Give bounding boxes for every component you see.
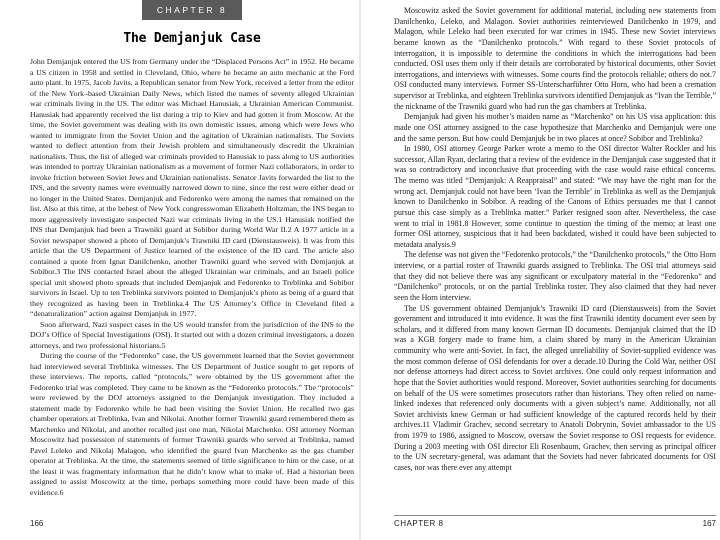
right-page	[360, 0, 720, 540]
chapter-tab: CHAPTER 8	[142, 0, 242, 20]
paragraph: Soon afterward, Nazi suspect cases in the US would transfer from the jurisdiction of the INS to the DOJ’s Office of Special Investigations (OSI). It started out with a dozen criminal investigators, a dozen attorneys, and two professional historians.5	[30, 319, 354, 350]
paragraph: In 1980, OSI attorney George Parker wrote a memo to the OSI director Walter Rockler and his successor, Allan Ryan, declaring that a review of the evidence in the Demjanjuk case suggested that it was so contradictory and inconclusive that proceeding with the case would raise ethical concerns. The memo was titled “Demjanjuk: A Reappraisal” and stated: “We may have the right man for the wrong act. Demjanjuk could not have been ‘Ivan the Terrible’ in Treblinka as well as the Demjanjuk known to Danilchenko in Sobibor. A reading of the Canons of Ethics persuades me that I cannot pursue this case simply as a Treblinka matter.” Parker resigned soon after. Nevertheless, the case went to trial in 1981.8 However, some continue to question the timing of the memo; at least one former OSI attorney, suspicious that it had been backdated, wished it could have been subjected to metadata analysis.9	[394, 144, 716, 249]
paragraph: During the course of the “Fedorenko” case, the US government learned that the Soviet government had interviewed several Treblinka witnesses. The US Department of Justice sought to get reports of these interviews. The reports, called “protocols,” were obtained by the US government after the Fedorenko trial was completed. They came to be known as the “Fedorenko protocols.” The “protocols” were reviewed by the DOJ attorneys assigned to the Demjanjuk investigation. They included a statement made by Fedorenko while he had been visiting the Soviet Union. He recalled two gas chamber operators at Treblinka, Ivan and Nikolai. Another former Trawniki guard remembered them as Marchenko and Nikolai, and another recalled just one man, Nikolai Marchenko. OSI attorney Norman Moscowitz had possession of statements of former Trawniki guards who served at Treblinka, named Pavel Leleko and Nikolaj Malagon, who identified the guard Ivan Marchenko as the gas chamber operator at Treblinka. At the time, the statements seemed of little significance to him or the case, or at the least it was fragmentary information that he didn’t know what to make of. Had a historian been assigned to assist Moscowitz at the time, perhaps something more could have been made of this evidence.6	[30, 351, 354, 497]
right-body-text	[394, 6, 716, 474]
page-number-left: 166	[30, 519, 44, 528]
left-body-text	[30, 57, 354, 498]
footer-rule	[394, 515, 716, 516]
paragraph: John Demjanjuk entered the US from Germany under the “Displaced Persons Act” in 1952. He became a US citizen in 1958 and settled in Cleveland, Ohio, where he became an auto mechanic at the Ford auto plant. In 1975, Jacob Javits, a Republican senator from New York, received a letter from the editor of the New York–based Ukrainian Daily News, which listed the names of seventy alleged Ukrainian war criminals living in the US. The editor was Michael Hanusiak, a Ukrainian American Communist. Hanusiak had apparently received the list during a trip to Kiev and had gotten it from Moscow. At the time, the Soviet government was dealing with its own domestic issues, among which were Jews who wanted to immigrate from the Soviet Union and the agitation of Ukrainian nationalists. The Soviets wanted to deflect attention from their Jewish problem and simultaneously discredit the Ukrainian nationalists. Thus, the list of alleged war criminals provided to Hanusiak to pass along to US authorities was intended to portray Ukrainian nationalism as a movement of former Nazi collaborators, in order to invoke friction between Soviet Jews and Ukrainian nationalists. Senator Javits forwarded the list to the INS, and the seventy names were eventually narrowed down to nine, since the rest were either dead or no longer in the United States. Demjanjuk and Fedorenko were among the names that remained on the list. Also at this time, at the behest of New York congresswoman Elizabeth Holtzman, the INS began to more aggressively investigate suspected Nazi war criminals living in the US.1 Hanusiak notified the INS that Demjanjuk had been a Trawniki guard at Sobibor during World War II.2 A 1977 article in a Soviet newspaper showed a photo of Demjanjuk’s Trawniki ID card (Dienstausweis). It was from this article that the US Department of Justice learned of the existence of the ID card. The article also contained a quote from Ignat Danilchenko, another Trawniki guard who served with Demjanjuk at Sobibor.3 The INS contacted Israel about the alleged Ukrainian war criminals, and an Israeli police special unit showed photo spreads that included Demjanjuk and Fedorenko to Treblinka and Sobibor survivors in Israel. Up to ten Treblinka survivors pointed to Demjanjuk’s photo as being of a guard that they recognized as having been in Treblinka.4 The US Attorney’s Office in Cleveland filed a “denaturalization” action against Demjanjuk in 1977.	[30, 57, 354, 318]
paragraph: Moscowitz asked the Soviet government for additional material, including new statements from Danilchenko, Leleko, and Malagon. Soviet authorities reinterviewed Danilchenko in 1979, and Malagon, while Leleko had been executed for war crimes in 1945. These new Soviet interviews became known as the “Danilchenko protocols.” With regard to these Soviet protocols of interrogation, it is impossible to determine the conditions in which the interrogations had been conducted. OSI uses them only if their details are corroborated by historical documents, other Soviet interrogations, and interviews with witnesses. Some courts find the protocols reliable; others do not.7 OSI conducted many interviews. Former SS-Unterscharführer Otto Horn, who had been a cremation supervisor at Treblinka, and eighteen Treblinka survivors identified Demjanjuk as “Ivan the Terrible,” the nickname of the Trawniki guard who had run the gas chambers at Treblinka.	[394, 6, 716, 111]
paragraph: The defense was not given the “Fedorenko protocols,” the “Danilchenko protocols,” the Otto Horn interview, or a partial roster of Trawniki guards assigned to Treblinka. The OSI trial attorneys said that they did not believe there was any significant or exculpatory material in the “Fedorenko” and “Danilchenko” protocols, or on the partial Treblinka roster. They also claimed that they had never seen the Horn interview.	[394, 250, 716, 302]
paragraph: Demjanjuk had given his mother’s maiden name as “Marchenko” on his US visa application: this made one OSI attorney assigned to the case hypothesize that Marchenko and Demjanjuk were one and the same person. But how could Demjanjuk be in two places at once? Sobibor and Treblinka?	[394, 112, 716, 143]
page-number-right: 167	[702, 519, 716, 528]
chapter-title: The Demjanjuk Case	[123, 31, 261, 46]
paragraph: The US government obtained Demjanjuk’s Trawniki ID card (Dienstausweis) from the Soviet government and introduced it into evidence. It was the first Trawniki identity document ever seen by scholars, and it differed from many known German ID documents. Demjanjuk claimed that the ID was a KGB forgery made to frame him, a claim shared by many in the American Ukrainian community who were anti-Soviet. In fact, the alleged unreliability of Soviet-supplied evidence was the most common defense of OSI defendants for over a decade.10 During the Cold War, neither OSI nor defense attorneys had direct access to Soviet archives. One could only request information and hope that the Soviet authorities would respond. Moreover, Soviet authorities searching for documents on behalf of the US were sometimes prosecutors rather than historians. They often relied on name-linked indexes that referenced only documents with a given subject’s name. Additionally, not all Soviet archivists knew German or had sufficient knowledge of the captured records held by their archives.11 Vladimir Grachev, second secretary to Anatoli Dobrynin, Soviet ambassador to the US from 1979 to 1986, assigned to Moscow, oversaw the Soviet response to OSI requests for evidence. During a 2003 meeting with OSI director Eli Rosenbaum, Grachev, then serving as principal officer to the UN secretary-general, was adamant that the Soviets had never fabricated documents for OSI cases, nor was there ever any attempt	[394, 303, 716, 472]
footer-chapter-label: CHAPTER 8	[394, 519, 444, 528]
